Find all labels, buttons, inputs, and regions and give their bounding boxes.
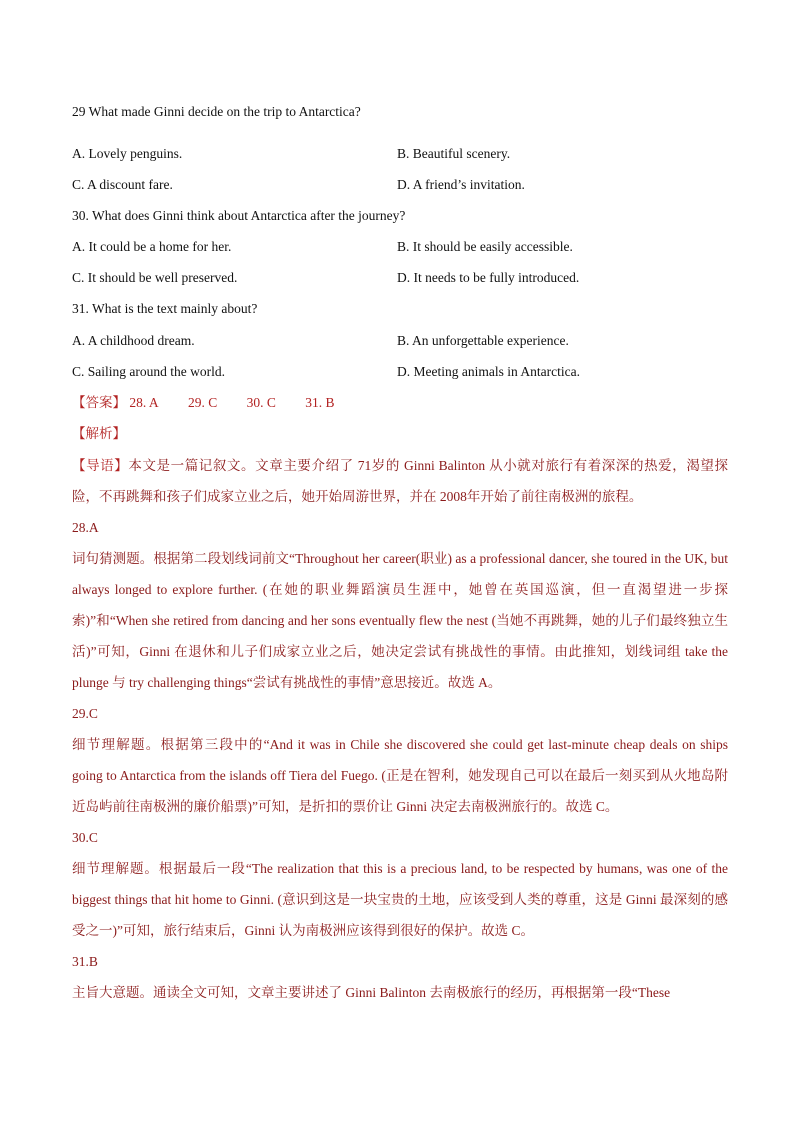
explanation-29-number: 29.C bbox=[72, 706, 98, 721]
explanation-28-text: 词句猜测题。根据第二段划线词前文“Throughout her career(职业) as a professional dancer, she toured in the UK, but always longed to explore further. (在她的职业舞蹈演员生涯中，她曾在英国巡演，但一直渴望进一步探索)”和“When she retired from dancing and her sons eventually flew the nest (当她不再跳舞，她的儿子们最终独立生活)”可知，Ginni 在退休和儿子们成家立业之后，她决定尝试有挑战性的事情。由此推知，划线词组 take the plunge 与 try challenging things“尝试有挑战性的事情”意思接近。故选 A。 bbox=[72, 551, 728, 690]
intro-label: 【导语】 bbox=[72, 458, 129, 473]
question-30-option-d: D. It needs to be fully introduced. bbox=[397, 270, 580, 285]
intro-paragraph bbox=[72, 450, 728, 512]
explanation-28-number: 28.A bbox=[72, 520, 99, 535]
question-30-stem: 30. What does Ginni think about Antarctica after the journey? bbox=[72, 208, 406, 223]
explanation-30-text: 细节理解题。根据最后一段“The realization that this is a precious land, to be respected by humans, was one of the biggest things that hit home to Ginni. (意识到这是一块宝贵的土地，应该受到人类的尊重，这是 Ginni 最深刻的感受之一)”可知，旅行结束后，Ginni 认为南极洲应该得到很好的保护。故选 C。 bbox=[72, 861, 728, 938]
explanation-31-number: 31.B bbox=[72, 954, 98, 969]
answer-item: 28. A bbox=[129, 395, 159, 410]
question-30-option-a: A. It could be a home for her. bbox=[72, 239, 232, 254]
question-31-stem: 31. What is the text mainly about? bbox=[72, 301, 258, 316]
intro-text: 本文是一篇记叙文。文章主要介绍了 71岁的 Ginni Balinton 从小就对旅行有着深深的热爱，渴望探险，不再跳舞和孩子们成家立业之后，她开始周游世界，并在 2008年开始了前往南极洲的旅程。 bbox=[72, 458, 729, 504]
question-31-option-c: C. Sailing around the world. bbox=[72, 364, 225, 379]
question-29-stem: 29 What made Ginni decide on the trip to Antarctica? bbox=[72, 104, 361, 119]
question-29-option-d: D. A friend’s invitation. bbox=[397, 177, 525, 192]
question-29-option-b: B. Beautiful scenery. bbox=[397, 146, 511, 161]
explanation-30-number: 30.C bbox=[72, 830, 98, 845]
question-30-option-b: B. It should be easily accessible. bbox=[397, 239, 573, 254]
explanation-29-text: 细节理解题。根据第三段中的“And it was in Chile she discovered she could get last-minute cheap deals on ships going to Antarctica from the islands off Tiera del Fuego. (正是在智利，她发现自己可以在最后一刻买到从火地岛附近岛屿前往南极洲的廉价船票)”可知，是折扣的票价让 Ginni 决定去南极洲旅行的。故选 C。 bbox=[72, 737, 728, 814]
answer-label: 【答案】 bbox=[72, 395, 126, 410]
answer-item: 30. C bbox=[246, 395, 276, 410]
answer-item: 31. B bbox=[305, 395, 335, 410]
question-29-option-c: C. A discount fare. bbox=[72, 177, 173, 192]
answer-key bbox=[72, 394, 361, 412]
answer-item: 29. C bbox=[188, 395, 218, 410]
explanation-31-text: 主旨大意题。通读全文可知，文章主要讲述了 Ginni Balinton 去南极旅行的经历，再根据第一段“These bbox=[72, 985, 671, 1000]
analysis-label: 【解析】 bbox=[72, 426, 126, 441]
question-30-option-c: C. It should be well preserved. bbox=[72, 270, 238, 285]
question-29-option-a: A. Lovely penguins. bbox=[72, 146, 183, 161]
question-31-option-d: D. Meeting animals in Antarctica. bbox=[397, 364, 580, 379]
question-31-option-a: A. A childhood dream. bbox=[72, 333, 195, 348]
explanation-block bbox=[72, 450, 728, 1008]
question-31-option-b: B. An unforgettable experience. bbox=[397, 333, 569, 348]
